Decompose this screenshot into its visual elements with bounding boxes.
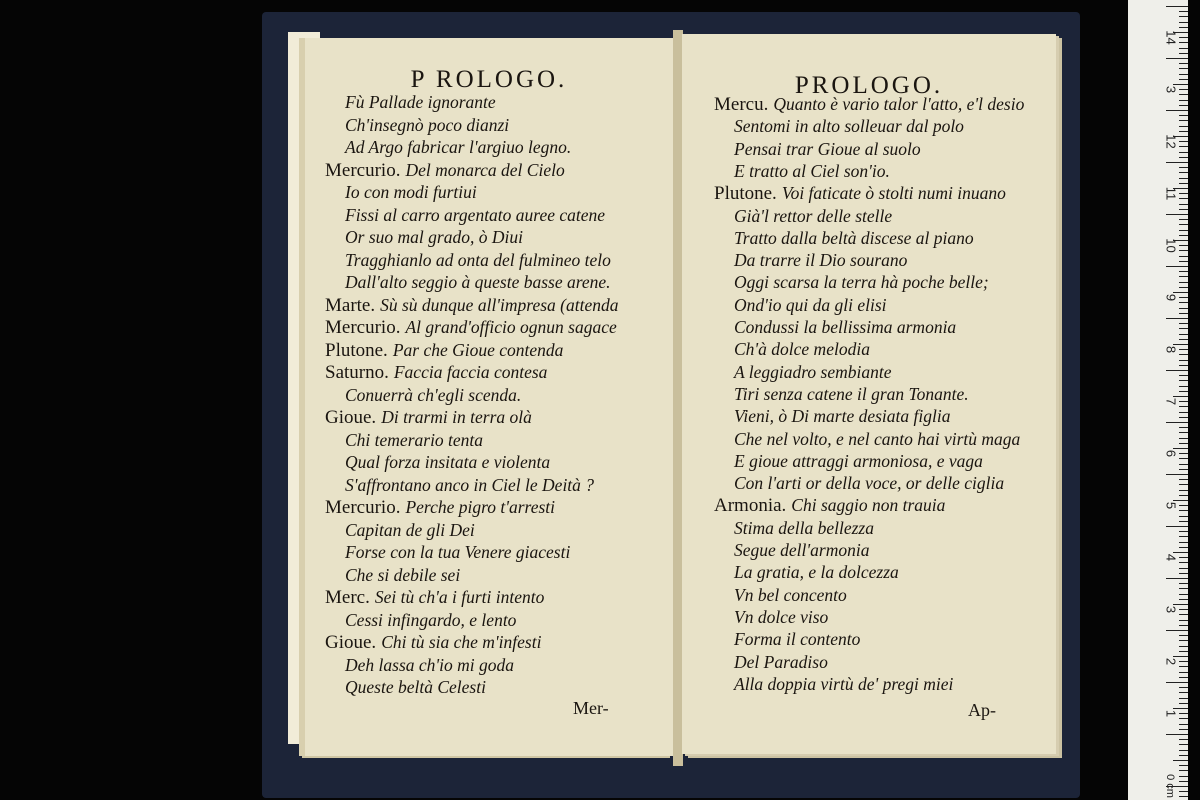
ruler-tick	[1179, 521, 1188, 522]
measuring-ruler	[1128, 0, 1188, 800]
text-line	[345, 137, 571, 158]
text-line	[325, 340, 563, 362]
ruler-tick	[1179, 328, 1188, 329]
verse-text: Pensai trar Gioue al suolo	[734, 138, 921, 159]
text-line	[734, 674, 953, 695]
text-line	[345, 520, 475, 541]
ruler-tick	[1179, 703, 1188, 704]
text-line	[325, 362, 547, 384]
ruler-tick	[1179, 458, 1188, 459]
verse-text: Sei tù ch'a i furti intento	[374, 587, 545, 607]
ruler-tick	[1179, 42, 1188, 43]
ruler-tick	[1179, 224, 1188, 225]
verse-text: S'affrontano anco in Ciel le Deità ?	[345, 474, 595, 495]
ruler-tick	[1179, 672, 1188, 673]
ruler-tick	[1179, 661, 1188, 662]
ruler-tick	[1179, 334, 1188, 335]
ruler-tick	[1179, 53, 1188, 54]
ruler-tick	[1166, 630, 1188, 631]
ruler-tick	[1179, 744, 1188, 745]
text-line	[325, 295, 618, 317]
ruler-tick	[1179, 141, 1188, 142]
ruler-tick	[1166, 214, 1188, 215]
left-page	[305, 38, 673, 756]
text-line	[345, 385, 521, 406]
verse-text: Chi saggio non trauia	[791, 495, 946, 516]
verse-text: Queste beltà Celesti	[345, 677, 486, 697]
ruler-tick	[1179, 505, 1188, 506]
text-line	[734, 451, 983, 472]
verse-text: Al grand'officio ognun sagace	[405, 317, 617, 337]
ruler-tick	[1179, 479, 1188, 480]
ruler-tick	[1179, 193, 1188, 194]
ruler-number: 6	[1163, 449, 1179, 458]
speaker-name: Mercurio.	[325, 159, 401, 181]
right-page	[682, 34, 1056, 754]
ruler-tick	[1179, 614, 1188, 615]
ruler-tick	[1179, 755, 1188, 756]
speaker-name: Saturno.	[325, 362, 389, 383]
ruler-number: 11	[1163, 186, 1179, 201]
ruler-number: 12	[1163, 134, 1179, 149]
ruler-tick	[1179, 469, 1188, 470]
ruler-tick	[1166, 58, 1188, 59]
ruler-tick	[1166, 422, 1188, 423]
verse-text: Vn bel concento	[734, 584, 847, 605]
verse-text: Stima della bellezza	[734, 517, 874, 538]
ruler-tick	[1179, 573, 1188, 574]
ruler-tick	[1179, 308, 1188, 309]
ruler-tick	[1179, 365, 1188, 366]
verse-text: Segue dell'armonia	[734, 540, 870, 560]
speaker-name: Marte.	[325, 294, 376, 316]
ruler-tick	[1179, 27, 1188, 28]
ruler-tick	[1179, 63, 1188, 64]
ruler-tick	[1179, 152, 1188, 153]
ruler-tick	[1179, 495, 1188, 496]
ruler-tick	[1179, 557, 1188, 558]
ruler-number: 5	[1163, 501, 1179, 510]
text-line	[734, 139, 921, 160]
text-line	[734, 562, 899, 583]
ruler-tick	[1166, 526, 1188, 527]
ruler-tick	[1179, 718, 1188, 719]
text-line	[734, 206, 892, 227]
verse-text: Fissi al carro argentato auree catene	[345, 204, 606, 225]
verse-text: Oggi scarsa la terra hà poche belle;	[734, 272, 989, 293]
text-line	[734, 652, 828, 673]
verse-text: Chi temerario tenta	[345, 429, 484, 450]
text-line	[345, 182, 477, 203]
ruler-tick	[1179, 542, 1188, 543]
text-line	[714, 94, 1024, 116]
ruler-tick	[1179, 297, 1188, 298]
verse-text: Faccia faccia contesa	[393, 362, 548, 382]
speaker-name: Merc.	[325, 587, 370, 608]
ruler-number: 14	[1163, 30, 1179, 45]
ruler-tick	[1179, 302, 1188, 303]
ruler-tick	[1179, 349, 1188, 350]
ruler-tick	[1179, 37, 1188, 38]
left-catchword: Mer-	[573, 698, 609, 718]
ruler-tick	[1179, 609, 1188, 610]
ruler-tick	[1179, 354, 1188, 355]
ruler-tick	[1179, 765, 1188, 766]
ruler-tick	[1179, 750, 1188, 751]
verse-text: Ch'à dolce melodia	[734, 339, 870, 360]
ruler-tick	[1179, 105, 1188, 106]
text-line	[734, 272, 989, 293]
verse-text: Del monarca del Cielo	[405, 159, 565, 180]
ruler-tick	[1179, 256, 1188, 257]
ruler-tick	[1179, 339, 1188, 340]
ruler-number: 4	[1163, 553, 1179, 562]
ruler-tick	[1179, 89, 1188, 90]
text-line	[734, 429, 1020, 450]
text-line	[734, 161, 890, 182]
ruler-tick	[1179, 729, 1188, 730]
ruler-tick	[1166, 370, 1188, 371]
verse-text: Perche pigro t'arresti	[405, 497, 556, 517]
ruler-tick	[1179, 562, 1188, 563]
ruler-tick	[1179, 16, 1188, 17]
ruler-tick	[1179, 271, 1188, 272]
text-line	[325, 317, 617, 339]
verse-text: Dall'alto seggio à queste basse arene.	[345, 272, 611, 292]
ruler-tick	[1179, 713, 1188, 714]
ruler-tick	[1179, 391, 1188, 392]
ruler-tick	[1179, 250, 1188, 251]
verse-text: Alla doppia virtù de' pregi miei	[734, 673, 954, 694]
speaker-name: Armonia.	[714, 495, 787, 517]
speaker-name: Gioue.	[325, 632, 377, 653]
verse-text: Tratto dalla beltà discese al piano	[734, 227, 974, 248]
right-catchword: Ap-	[968, 700, 996, 720]
ruler-tick	[1179, 417, 1188, 418]
ruler-tick	[1166, 110, 1188, 111]
ruler-tick	[1179, 770, 1188, 771]
verse-text: Del Paradiso	[734, 651, 828, 672]
ruler-tick	[1179, 94, 1188, 95]
text-line	[345, 250, 611, 271]
ruler-tick	[1166, 318, 1188, 319]
ruler-tick	[1166, 474, 1188, 475]
text-line	[734, 116, 964, 137]
ruler-number: 3	[1163, 85, 1179, 94]
verse-text: Fù Pallade ignorante	[345, 92, 496, 112]
ruler-tick	[1179, 620, 1188, 621]
verse-text: Forse con la tua Venere giacesti	[345, 542, 571, 562]
ruler-tick	[1179, 204, 1188, 205]
verse-text: Ch'insegnò poco dianzi	[345, 114, 510, 135]
ruler-tick	[1179, 666, 1188, 667]
ruler-tick	[1179, 120, 1188, 121]
ruler-number: 2	[1163, 657, 1179, 666]
ruler-tick	[1179, 536, 1188, 537]
ruler-tick	[1179, 625, 1188, 626]
text-line	[345, 610, 516, 631]
verse-text: Vn dolce viso	[734, 606, 829, 627]
verse-text: Cessi infingardo, e lento	[345, 609, 517, 630]
ruler-tick	[1166, 162, 1188, 163]
ruler-tick	[1179, 583, 1188, 584]
text-line	[325, 407, 532, 429]
ruler-tick	[1179, 131, 1188, 132]
text-line	[734, 518, 874, 539]
text-line	[345, 677, 486, 698]
ruler-tick	[1179, 776, 1188, 777]
text-line	[345, 205, 605, 226]
speaker-name: Plutone.	[714, 183, 777, 205]
ruler-tick	[1179, 401, 1188, 402]
text-line	[345, 92, 496, 113]
ruler-tick	[1179, 219, 1188, 220]
text-line	[345, 430, 483, 451]
ruler-number: 9	[1163, 293, 1179, 302]
verse-text: Vieni, ò Di marte desiata figlia	[734, 406, 951, 427]
verse-text: Di trarmi in terra olà	[381, 407, 532, 427]
text-line	[345, 227, 523, 248]
verse-text: Deh lassa ch'io mi goda	[345, 654, 515, 675]
ruler-tick	[1179, 360, 1188, 361]
ruler-tick	[1179, 651, 1188, 652]
ruler-tick	[1179, 22, 1188, 23]
text-line	[345, 565, 460, 586]
verse-text: E gioue attraggi armoniosa, e vaga	[734, 450, 983, 471]
ruler-tick	[1179, 276, 1188, 277]
verse-text: Già'l rettor delle stelle	[734, 205, 893, 226]
text-line	[734, 250, 907, 271]
text-line	[734, 295, 887, 316]
ruler-tick	[1179, 313, 1188, 314]
speaker-name: Mercu.	[714, 94, 769, 115]
ruler-tick	[1179, 282, 1188, 283]
ruler-tick	[1179, 386, 1188, 387]
ruler-tick	[1179, 432, 1188, 433]
text-line	[345, 115, 509, 136]
text-line	[345, 475, 594, 496]
text-line	[325, 587, 544, 609]
text-line	[734, 339, 870, 360]
text-line	[734, 585, 847, 606]
ruler-tick	[1179, 739, 1188, 740]
text-line	[734, 607, 828, 628]
verse-text: Ad Argo fabricar l'argiuo legno.	[345, 137, 572, 157]
ruler-tick	[1179, 781, 1188, 782]
ruler-tick	[1179, 599, 1188, 600]
ruler-tick	[1179, 427, 1188, 428]
ruler-tick	[1179, 490, 1188, 491]
ruler-tick	[1179, 698, 1188, 699]
ruler-tick	[1166, 682, 1188, 683]
ruler-tick	[1179, 230, 1188, 231]
ruler-tick	[1179, 443, 1188, 444]
speaker-name: Gioue.	[325, 407, 377, 428]
ruler-tick	[1179, 48, 1188, 49]
ruler-tick	[1179, 568, 1188, 569]
verse-text: Qual forza insitata e violenta	[345, 452, 551, 472]
text-line	[734, 362, 891, 383]
verse-text: Or suo mal grado, ò Diui	[345, 227, 523, 247]
ruler-tick	[1179, 796, 1188, 797]
right-page-heading: PROLOGO.	[794, 72, 944, 99]
ruler-tick	[1179, 178, 1188, 179]
text-line	[734, 317, 956, 338]
text-line	[734, 384, 969, 405]
ruler-tick	[1179, 635, 1188, 636]
text-line	[325, 497, 555, 519]
ruler-tick	[1179, 677, 1188, 678]
ruler-tick	[1179, 287, 1188, 288]
ruler-tick	[1179, 68, 1188, 69]
ruler-tick	[1179, 74, 1188, 75]
text-line	[345, 452, 550, 473]
verse-text: A leggiadro sembiante	[734, 361, 892, 382]
ruler-tick	[1173, 760, 1188, 761]
text-line	[345, 542, 570, 563]
verse-text: Sù sù dunque all'impresa (attenda	[380, 294, 619, 315]
ruler-tick	[1179, 412, 1188, 413]
ruler-tick	[1179, 198, 1188, 199]
text-line	[734, 629, 860, 650]
ruler-tick	[1179, 724, 1188, 725]
ruler-tick	[1166, 578, 1188, 579]
ruler-tick	[1179, 406, 1188, 407]
verse-text: Tragghianlo ad onta del fulmineo telo	[345, 249, 611, 270]
text-line	[714, 495, 945, 517]
ruler-tick	[1179, 380, 1188, 381]
text-line	[325, 160, 565, 182]
verse-text: Par che Gioue contenda	[392, 339, 564, 360]
verse-text: Capitan de gli Dei	[345, 519, 475, 540]
ruler-tick	[1179, 100, 1188, 101]
ruler-number: 3	[1163, 605, 1179, 614]
ruler-tick	[1179, 126, 1188, 127]
verse-text: Ond'io qui da gli elisi	[734, 294, 887, 315]
ruler-tick	[1179, 261, 1188, 262]
ruler-tick	[1179, 79, 1188, 80]
ruler-tick	[1166, 266, 1188, 267]
verse-text: Chi tù sia che m'infesti	[381, 632, 542, 652]
ruler-tick	[1179, 209, 1188, 210]
ruler-tick	[1179, 115, 1188, 116]
ruler-tick	[1179, 594, 1188, 595]
ruler-number: 1	[1163, 709, 1179, 718]
ruler-tick	[1179, 547, 1188, 548]
verse-text: Io con modi furtiui	[345, 182, 477, 202]
ruler-number: 8	[1163, 345, 1179, 354]
verse-text: Voi faticate ò stolti numi inuano	[781, 183, 1006, 204]
ruler-unit-label: 0 cm	[1163, 774, 1176, 798]
verse-text: Sentomi in alto solleuar dal polo	[734, 116, 964, 137]
ruler-tick	[1179, 692, 1188, 693]
ruler-number: 10	[1163, 238, 1179, 253]
ruler-tick	[1179, 157, 1188, 158]
verse-text: Che si debile sei	[345, 564, 461, 585]
ruler-tick	[1179, 646, 1188, 647]
ruler-tick	[1179, 375, 1188, 376]
ruler-tick	[1179, 484, 1188, 485]
ruler-tick	[1179, 235, 1188, 236]
verse-text: La gratia, e la dolcezza	[734, 562, 899, 583]
text-line	[345, 272, 611, 293]
verse-text: Forma il contento	[734, 629, 861, 650]
ruler-tick	[1179, 323, 1188, 324]
ruler-tick	[1179, 531, 1188, 532]
verse-text: Tiri senza catene il gran Tonante.	[734, 383, 969, 404]
text-line	[325, 632, 541, 654]
verse-text: Quanto è vario talor l'atto, e'l desio	[773, 94, 1025, 114]
text-line	[714, 183, 1006, 205]
text-line	[734, 473, 1004, 494]
ruler-tick	[1179, 11, 1188, 12]
text-line	[345, 655, 514, 676]
ruler-tick	[1179, 640, 1188, 641]
text-line	[734, 228, 974, 249]
ruler-tick	[1179, 687, 1188, 688]
ruler-tick	[1166, 734, 1188, 735]
verse-text: E tratto al Ciel son'io.	[734, 160, 890, 181]
ruler-tick	[1179, 453, 1188, 454]
ruler-number: 7	[1163, 397, 1179, 406]
speaker-name: Plutone.	[325, 339, 388, 361]
verse-text: Conuerrà ch'egli scenda.	[345, 384, 522, 405]
ruler-tick	[1179, 588, 1188, 589]
ruler-tick	[1179, 791, 1188, 792]
speaker-name: Mercurio.	[325, 317, 401, 338]
verse-text: Che nel volto, e nel canto hai virtù maga	[734, 428, 1021, 449]
verse-text: Condussi la bellissima armonia	[734, 317, 957, 337]
ruler-tick	[1179, 464, 1188, 465]
ruler-tick	[1179, 510, 1188, 511]
ruler-tick	[1179, 172, 1188, 173]
left-page-heading: P ROLOGO.	[410, 66, 568, 93]
ruler-tick	[1179, 183, 1188, 184]
ruler-tick	[1166, 6, 1188, 7]
ruler-tick	[1179, 438, 1188, 439]
ruler-tick	[1179, 167, 1188, 168]
ruler-tick	[1179, 245, 1188, 246]
ruler-tick	[1179, 516, 1188, 517]
verse-text: Da trarre il Dio sourano	[734, 250, 908, 271]
text-line	[734, 540, 869, 561]
speaker-name: Mercurio.	[325, 497, 401, 518]
verse-text: Con l'arti or della voce, or delle ciglia	[734, 473, 1005, 494]
ruler-tick	[1179, 146, 1188, 147]
text-line	[734, 406, 950, 427]
